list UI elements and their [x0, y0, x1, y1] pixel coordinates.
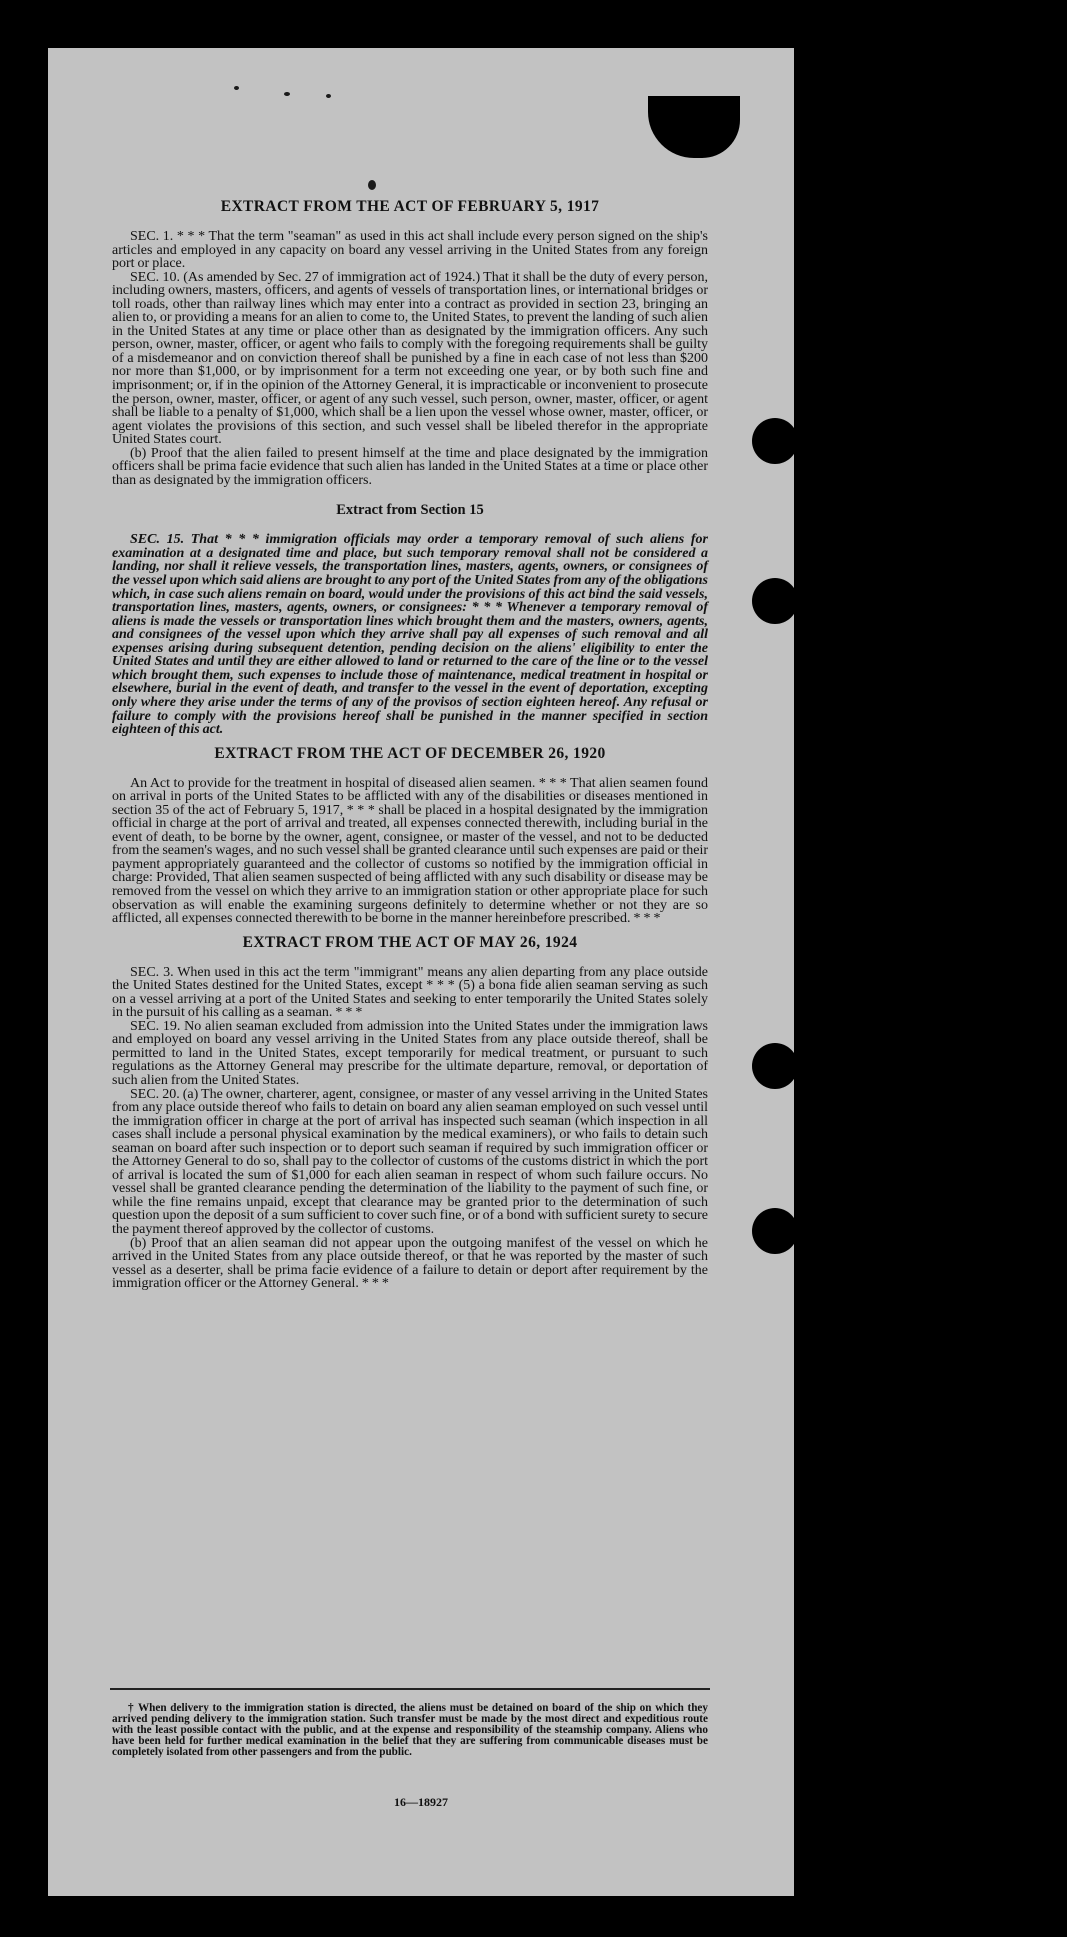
footnote-divider [110, 1688, 710, 1690]
paragraph: (b) Proof that the alien failed to present himself at the time and place designated by the immigration officers shall be prima facie evidence that such alien has landed in the United States at a time or place other than as designated by the immigration officers. [112, 445, 708, 488]
section-heading: EXTRACT FROM THE ACT OF FEBRUARY 5, 1917 [220, 198, 600, 215]
paragraph: SEC. 19. No alien seaman excluded from admission into the United States under the immigration laws and employed on board any vessel arriving in the United States from any place outside thereof, shall be permitted to land in the United States, except temporarily for medical treatment, or pursuant to such regulations as the Attorney General may prescribe for the ultimate departure, removal, or deportation of such alien from the United States. [112, 1018, 708, 1088]
paragraph: (b) Proof that an alien seaman did not appear upon the outgoing manifest of the vessel on which he arrived in the United States from any place outside thereof, or that he was reported by the master of such vessel as a deserter, shall be prima facie evidence of a failure to detain or deport after requirement by the immigration officer or the Attorney General. * * * [112, 1235, 708, 1292]
document-page [48, 48, 794, 1896]
binder-hole [752, 418, 798, 464]
paragraph: An Act to provide for the treatment in hospital of diseased alien seamen. * * * That alien seamen found on arrival in ports of the United States to be afflicted with any of the disabilities or diseases mentioned in section 35 of the act of February 5, 1917, * * * shall be placed in a hospital designated by the immigration official in charge at the port of arrival and treated, all expenses connected therewith, including burial in the event of death, to be borne by the owner, agent, consignee, or master of the vessel, and not to be deducted from the seamen's wages, and no such vessel shall be granted clearance until such expenses are paid or their payment appropriately guaranteed and the collector of customs so notified by the immigration official in charge: Provided, That alien seamen suspected of being afflicted with any such disability or disease may be removed from the vessel on which they arrive to an immigration station or other appropriate place for such observation as will enable the examining surgeons definitely to determine whether or not they are so afflicted, all expenses connected therewith to be borne in the manner hereinbefore prescribed. * * * [112, 775, 708, 927]
ink-speck [326, 94, 331, 98]
ink-speck [234, 86, 239, 90]
ink-speck [368, 180, 376, 190]
section-heading: EXTRACT FROM THE ACT OF MAY 26, 1924 [242, 933, 578, 951]
paragraph: SEC. 1. * * * That the term "seaman" as used in this act shall include every person signed on the ship's articles and employed in any capacity on board any vessel arriving in the United States from any foreign port or place. [112, 229, 708, 272]
binder-hole [752, 1208, 798, 1254]
ink-speck [284, 92, 290, 96]
binder-hole [752, 578, 798, 624]
paragraph: SEC. 15. That * * * immigration officials may order a temporary removal of such aliens for examination at a designated time and place, but such temporary removal shall not be considered a landing, nor shall it relieve vessels, the transportation lines, masters, agents, owners, or consignees of the vessel upon which said aliens are brought to any port of the United States from any of the obligations which, in case such aliens remain on board, would under the provisions of this act bind the said vessels, transportation lines, masters, agents, owners, or consignees: * * * Whenever a temporary removal of aliens is made the vessels or transportation lines which brought them and the masters, owners, agents, and consignees of the vessel upon which they arrive shall pay all expenses of such removal and all expenses arising during subsequent detention, pending decision on the aliens' eligibility to enter the United States and until they are either allowed to land or returned to the care of the line or to the vessel which brought them, such expenses to include those of maintenance, medical treatment in hospital or elsewhere, burial in the event of death, and transfer to the vessel in the event of deportation, excepting only where they arise under the terms of any of the provisos of section eighteen hereof. Any refusal or failure to comply with the provisions hereof shall be punished in the manner specified in section eighteen of this act. [112, 532, 708, 738]
binder-hole [752, 1043, 798, 1089]
section-heading: EXTRACT FROM THE ACT OF DECEMBER 26, 1920 [214, 744, 606, 762]
text-column [112, 198, 708, 1291]
footnote: † When delivery to the immigration station is directed, the aliens must be detained on board of the ship on which they arrived pending delivery to the immigration station. Such transfer must be made by the most direct and expeditious route with the least possible contact with the public, and at the expense and responsibility of the steamship company. Aliens who have been held for further medical examination in the belief that they are suffering from communicable diseases must be completely isolated from other passengers and from the public. [112, 1702, 708, 1758]
page-number: 16—18927 [394, 1795, 448, 1809]
ink-blot [648, 96, 740, 158]
paragraph: SEC. 10. (As amended by Sec. 27 of immigration act of 1924.) That it shall be the duty of every person, including owners, masters, officers, and agents of vessels of transportation lines, or international bridges or toll roads, other than railway lines which may enter into a contract as provided in section 23, bringing an alien to, or providing a means for an alien to come to, the United States, to prevent the landing of such alien in the United States at any time or place other than as designated by the immigration officers. Any such person, owner, master, officer, or agent who fails to comply with the foregoing requirements shall be guilty of a misdemeanor and on conviction thereof shall be punished by a fine in each case of not less than $200 nor more than $1,000, or by imprisonment for a term not exceeding one year, or by both such fine and imprisonment; or, if in the opinion of the Attorney General, it is impracticable or inconvenient to prosecute the person, owner, master, officer, or agent of any such vessel, such person, owner, master, officer, or agent shall be liable to a penalty of $1,000, which shall be a lien upon the vessel whose owner, master, officer, or agent violates the provisions of this section, and such vessel shall be libeled therefor in the appropriate United States court. [112, 269, 708, 448]
section-subheading: Extract from Section 15 [336, 502, 484, 519]
paragraph: SEC. 20. (a) The owner, charterer, agent, consignee, or master of any vessel arriving in the United States from any place outside thereof who fails to detain on board any alien seaman employed on such vessel until the immigration officer in charge at the port of arrival has inspected such seaman (which inspection in all cases shall include a personal physical examination by the medical examiners), or who fails to detain such seaman on board after such inspection or to deport such seaman if required by such immigration officer or the Attorney General to do so, shall pay to the collector of customs of the customs district in which the port of arrival is located the sum of $1,000 for each alien seaman in respect of whom such failure occurs. No vessel shall be granted clearance pending the determination of the liability to the payment of such fine, or while the fine remains unpaid, except that clearance may be granted prior to the determination of such question upon the deposit of a sum sufficient to cover such fine, or of a bond with sufficient surety to secure the payment thereof approved by the collector of customs. [112, 1086, 708, 1237]
paragraph: SEC. 3. When used in this act the term "immigrant" means any alien departing from any place outside the United States destined for the United States, except * * * (5) a bona fide alien seaman serving as such on a vessel arriving at a port of the United States and seeking to enter temporarily the United States solely in the pursuit of his calling as a seaman. * * * [112, 964, 708, 1021]
